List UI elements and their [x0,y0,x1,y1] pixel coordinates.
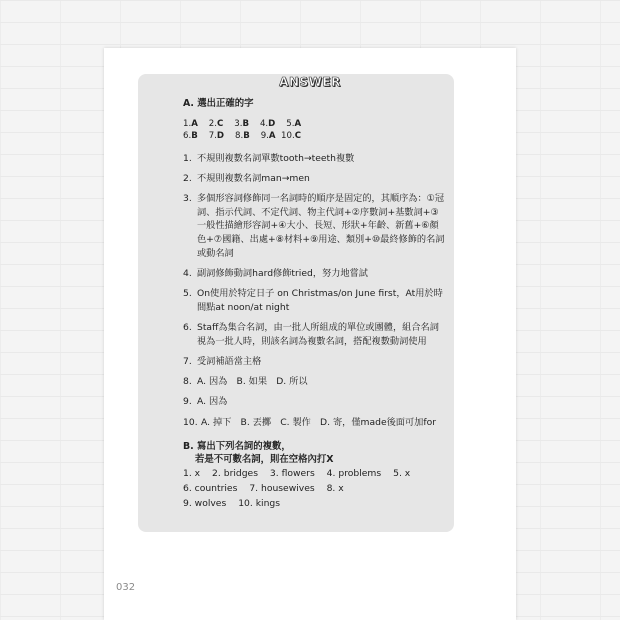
item-number: 8. [183,376,192,388]
item-number: 4. [183,267,192,279]
item-number: 1. [183,152,192,164]
item-number: 2. [183,172,192,184]
answer-item [183,152,445,166]
answer-item [183,375,445,389]
answer-item [183,416,445,430]
section-b-heading-line1: B. 寫出下列名詞的複數， [183,440,291,452]
mc-answer: C [217,118,224,129]
mc-answer: D [216,130,225,141]
answer-item [183,395,445,409]
item-text: A. 掉下 B. 丟擲 C. 製作 D. 寄，僅made後面可加for [201,416,436,428]
plural-answer: 4. problems [326,467,382,479]
item-text: A. 因為 [197,396,228,408]
mc-number: 10. [281,130,295,141]
mc-answer: A [268,130,276,141]
item-number: 5. [183,288,192,300]
page-number: 032 [116,582,136,593]
mc-answer: B [191,130,198,141]
item-text: 不規則複數名詞man→men [197,172,310,184]
mc-number: 8. [234,130,244,141]
mc-answer: A [191,118,198,129]
plural-answer: 5. x [393,467,411,479]
mc-answer: C [294,130,301,141]
mc-answer-row [183,130,445,142]
item-text: 不規則複數名詞單數tooth→teeth複數 [197,152,355,164]
mc-number: 6. [183,130,192,141]
mc-number: 5. [286,118,295,129]
plural-answer: 6. countries [183,482,238,494]
section-b-heading-line2: 若是不可數名詞，則在空格內打X [195,453,334,465]
plural-answer: 3. flowers [269,467,315,479]
answer-item [183,321,445,348]
answer-item [183,267,445,281]
plural-answer: 8. x [326,482,344,494]
item-text: Staff為集合名詞，由一批人所組成的單位或團體，組合名詞視為一批人時，則該名詞為複數名詞，搭配複數動詞使用 [197,321,439,347]
plural-answer: 1. x [183,467,201,479]
plural-answer: 9. wolves [183,497,227,509]
item-number: 3. [183,193,192,205]
item-text: On使用於特定日子 on Christmas/on June first，At用於時間點at noon/at night [197,288,443,313]
item-text: A. 因為 B. 如果 D. 所以 [197,376,308,388]
mc-number: 9. [260,130,269,141]
mc-number: 7. [208,130,217,141]
item-number: 6. [183,321,192,333]
item-text: 受詞補語當主格 [197,355,262,367]
section-a-heading: A. 選出正確的字 [183,98,254,109]
item-number: 7. [183,355,192,367]
answer-content [183,97,445,511]
mc-answer: B [243,130,250,141]
plural-answer-row [183,496,445,511]
item-text: 多個形容詞修飾同一名詞時的順序是固定的，其順序為：①冠詞、指示代詞、不定代詞、物主代詞+②序數詞+基數詞+③一般性描繪形容詞+④大小、長短、形狀+年齡、新舊+⑥顏色+⑦國籍、出處+⑧材料+⑨用途、類別+⑩最終修飾的名詞或動名詞 [197,193,445,259]
answer-item [183,172,445,186]
plural-answer: 2. bridges [212,467,258,479]
item-number: 9. [183,396,192,408]
section-b-heading [183,440,445,466]
mc-number: 2. [208,118,217,129]
mc-number: 3. [234,118,243,129]
mc-number: 4. [259,118,269,129]
answer-title: ANSWER [279,75,341,89]
mc-answer: D [268,118,276,129]
answer-item [183,287,445,314]
answer-item [183,355,445,369]
mc-answer: B [242,118,250,129]
mc-answer-row [183,118,445,130]
plural-answer-row [183,466,445,481]
item-number: 10. [183,416,198,428]
mc-number: 1. [183,118,192,129]
plural-answer: 7. housewives [249,482,315,494]
plural-answer: 10. kings [238,497,281,509]
item-text: 副詞修飾動詞hard修飾tried，努力地嘗試 [197,267,368,279]
answer-item [183,192,445,260]
plural-answer-row [183,481,445,496]
mc-answer: A [294,118,302,129]
